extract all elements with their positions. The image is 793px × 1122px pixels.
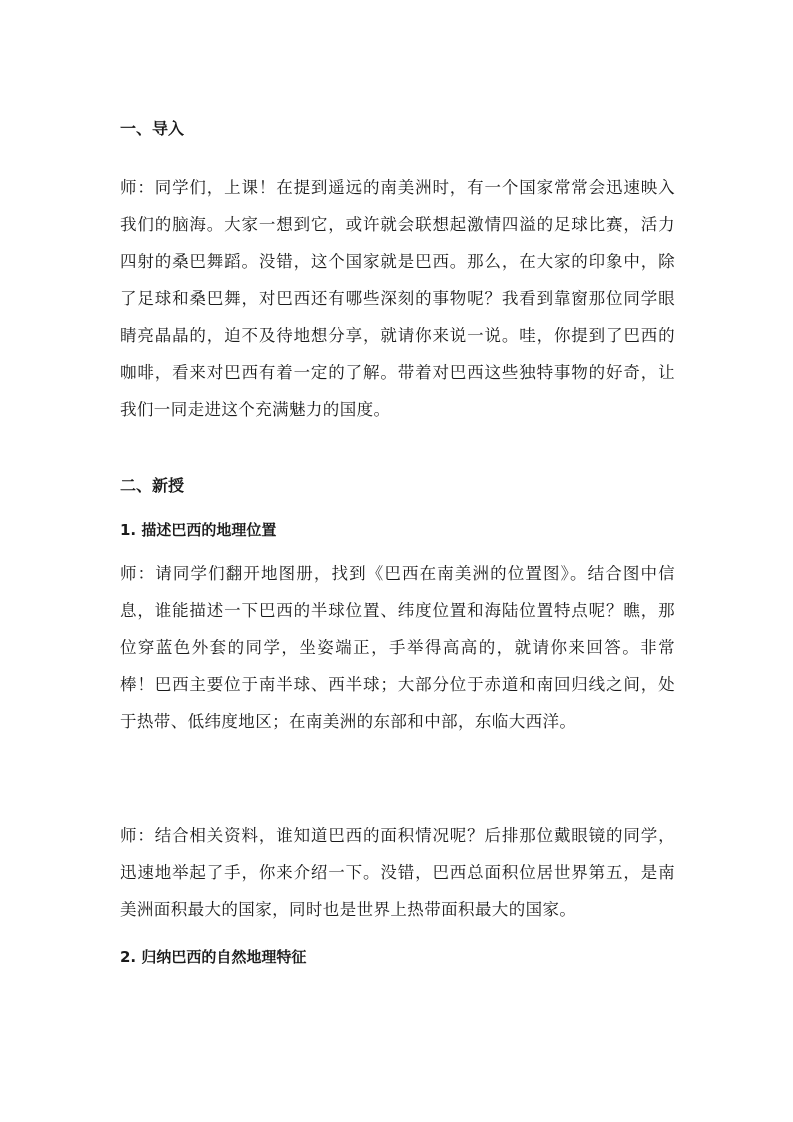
section-heading-intro: 一、导入 (120, 119, 185, 138)
intro-paragraph: 师：同学们，上课！在提到遥远的南美洲时，有一个国家常常会迅速映入我们的脑海。大家一想到它，或许就会联想起激情四溢的足球比赛，活力四射的桑巴舞蹈。没错，这个国家就是巴西。那么，在大家的印象中，除了足球和桑巴舞，对巴西还有哪些深刻的事物呢？我看到靠窗那位同学眼睛亮晶晶的，迫不及待地想分享，就请你来说一说。哇，你提到了巴西的咖啡，看来对巴西有着一定的了解。带着对巴西这些独特事物的好奇，让我们一同走进这个充满魅力的国度。 (120, 178, 675, 419)
section-heading-new-lesson: 二、新授 (120, 476, 185, 495)
area-paragraph: 师：结合相关资料，谁知道巴西的面积情况呢？后排那位戴眼镜的同学，迅速地举起了手，你来介绍一下。没错，巴西总面积位居世界第五，是南美洲面积最大的国家，同时也是世界上热带面积最大的国家。 (120, 826, 675, 919)
location-paragraph: 师：请同学们翻开地图册，找到《巴西在南美洲的位置图》。结合图中信息，谁能描述一下巴西的半球位置、纬度位置和海陆位置特点呢？瞧，那位穿蓝色外套的同学，坐姿端正，手举得高高的，就请你来回答。非常棒！巴西主要位于南半球、西半球；大部分位于赤道和南回归线之间，处于热带、低纬度地区；在南美洲的东部和中部，东临大西洋。 (120, 564, 675, 731)
subheading-natural-features: 2. 归纳巴西的自然地理特征 (120, 948, 307, 966)
subheading-geographic-location: 1. 描述巴西的地理位置 (120, 521, 277, 539)
